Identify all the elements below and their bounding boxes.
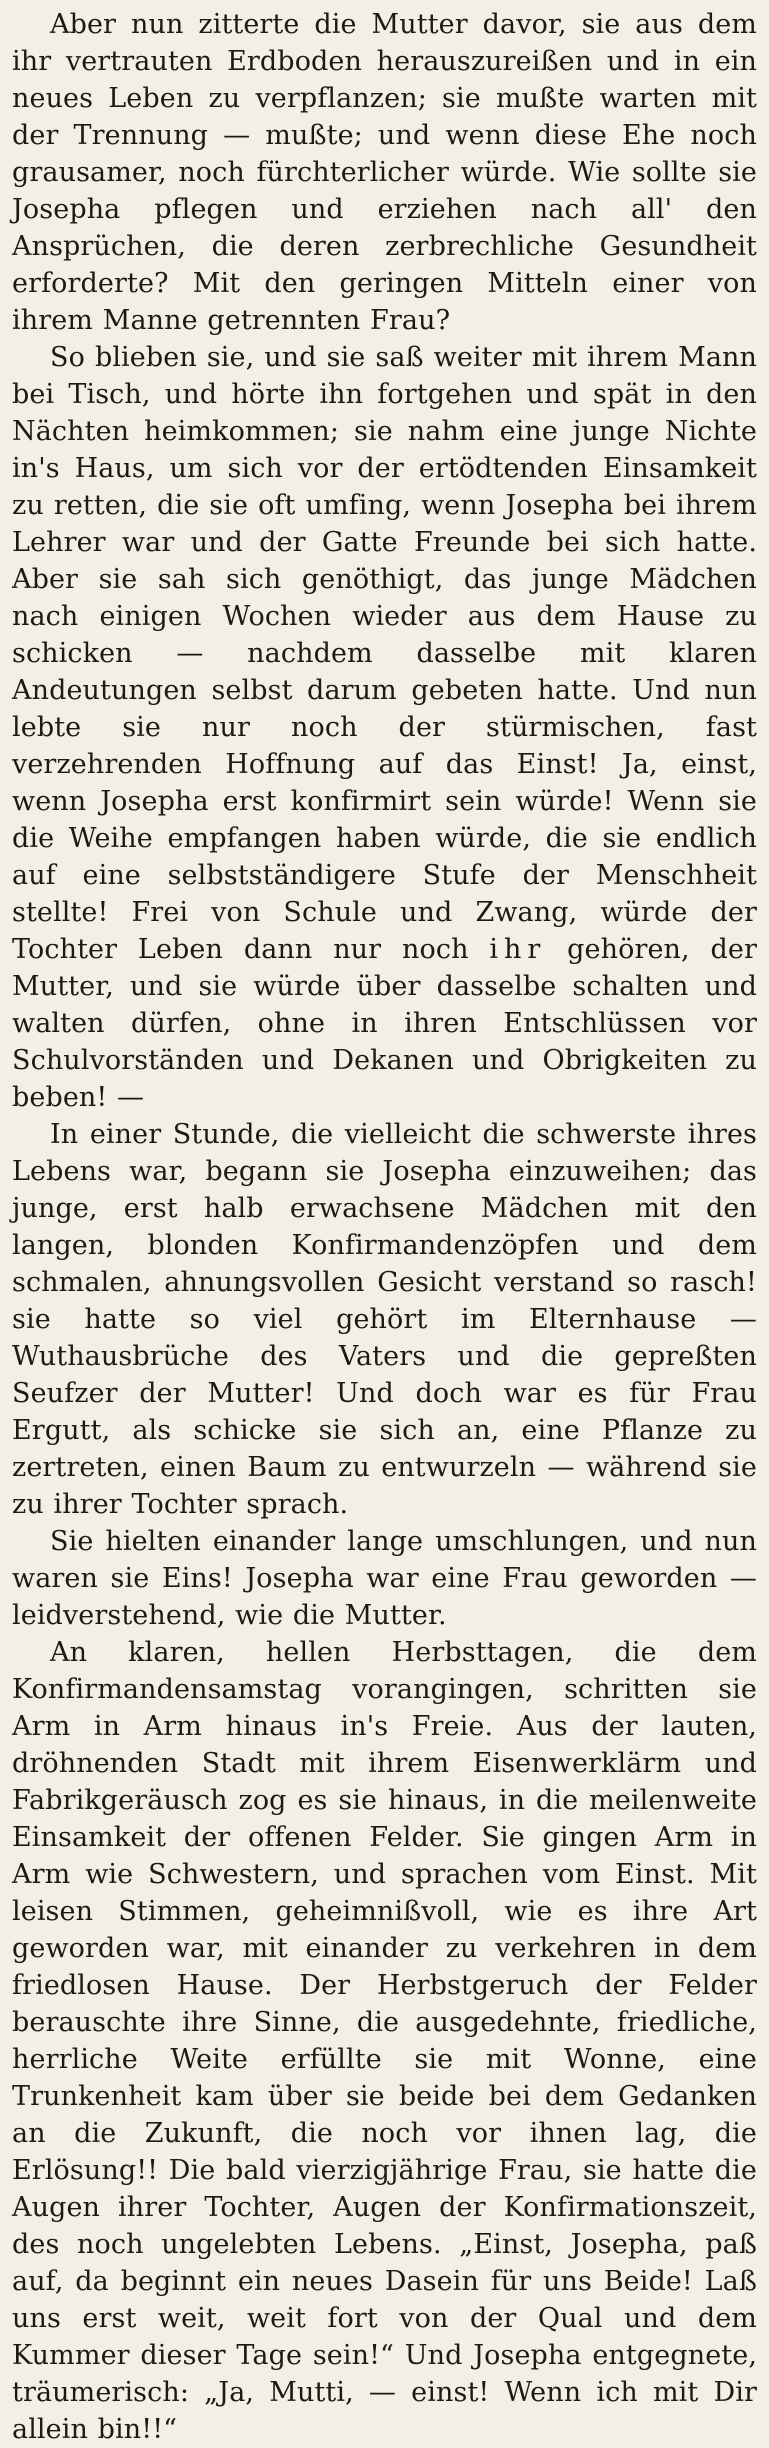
paragraph: An klaren, hellen Herbsttagen, die dem Konfirmandensamstag vorangingen, schritten sie Arm in Arm hinaus in's Freie. Aus der lauten, dröhnenden Stadt mit ihrem Eisenwerklärm und Fabrikgeräusch zog es sie hinaus, in die meilenweite Einsamkeit der offenen Felder. Sie gingen Arm in Arm wie Schwestern, und sprachen vom Einst. Mit leisen Stimmen, geheimnißvoll, wie es ihre Art geworden war, mit einander zu verkehren in dem friedlosen Hause. Der Herbstgeruch der Felder berauschte ihre Sinne, die ausgedehnte, friedliche, herrliche Weite erfüllte sie mit Wonne, eine Trunkenheit kam über sie beide bei dem Gedanken an die Zukunft, die noch vor ihnen lag, die Erlösung!! Die bald vierzigjährige Frau, sie hatte die Augen ihrer Tochter, Augen der Konfirmationszeit, des noch ungelebten Lebens. „Einst, Josepha, paß auf, da beginnt ein neues Dasein für uns Beide! Laß uns erst weit, weit fort von der Qual und dem Kummer dieser Tage sein!“ Und Josepha entgegnete, träumerisch: „Ja, Mutti, — einst! Wenn ich mit Dir allein bin!!“ (12, 1637, 757, 2445)
paragraph: In einer Stunde, die vielleicht die schwerste ihres Lebens war, begann sie Josepha einzuweihen; das junge, erst halb erwachsene Mädchen mit den langen, blonden Konfirmandenzöpfen und dem schmalen, ahnungsvollen Gesicht verstand so rasch! sie hatte so viel gehört im Elternhause — Wuthausbrüche des Vaters und die gepreßten Seufzer der Mutter! Und doch war es für Frau Ergutt, als schicke sie sich an, eine Pflanze zu zertreten, einen Baum zu entwurzeln — während sie zu ihrer Tochter sprach. (12, 1119, 757, 1520)
paragraph (12, 339, 757, 1116)
emphasized-word: ihr (489, 934, 547, 965)
paragraph: Sie hielten einander lange umschlungen, und nun waren sie Eins! Josepha war eine Frau geworden — leidverstehend, wie die Mutter. (12, 1526, 757, 1631)
text-column (12, 6, 757, 2448)
paragraph-text: gehören, der Mutter, und sie würde über dasselbe schalten und walten dürfen, ohne in ihren Entschlüssen vor Schulvorständen und Dekanen und Obrigkeiten zu beben! — (12, 934, 758, 1113)
paragraph-text: So blieben sie, und sie saß weiter mit ihrem Mann bei Tisch, und hörte ihn fortgehen und spät in den Nächten heimkommen; sie nahm eine junge Nichte in's Haus, um sich vor der ertödtenden Einsamkeit zu retten, die sie oft umfing, wenn Josepha bei ihrem Lehrer war und der Gatte Freunde bei sich hatte. Aber sie sah sich genöthigt, das junge Mädchen nach einigen Wochen wieder aus dem Hause zu schicken — nachdem dasselbe mit klaren Andeutungen selbst darum gebeten hatte. Und nun lebte sie nur noch der stürmischen, fast verzehrenden Hoffnung auf das Einst! Ja, einst, wenn Josepha erst konfirmirt sein würde! Wenn sie die Weihe empfangen haben würde, die sie endlich auf eine selbstständigere Stufe der Menschheit stellte! Frei von Schule und Zwang, würde der Tochter Leben dann nur noch (12, 342, 757, 965)
paragraph: Aber nun zitterte die Mutter davor, sie aus dem ihr vertrauten Erdboden herauszureißen und in ein neues Leben zu verpflanzen; sie mußte warten mit der Trennung — mußte; und wenn diese Ehe noch grausamer, noch fürchterlicher würde. Wie sollte sie Josepha pflegen und erziehen nach all' den Ansprüchen, die deren zerbrechliche Gesundheit erforderte? Mit den geringen Mitteln einer von ihrem Manne getrennten Frau? (12, 9, 757, 336)
